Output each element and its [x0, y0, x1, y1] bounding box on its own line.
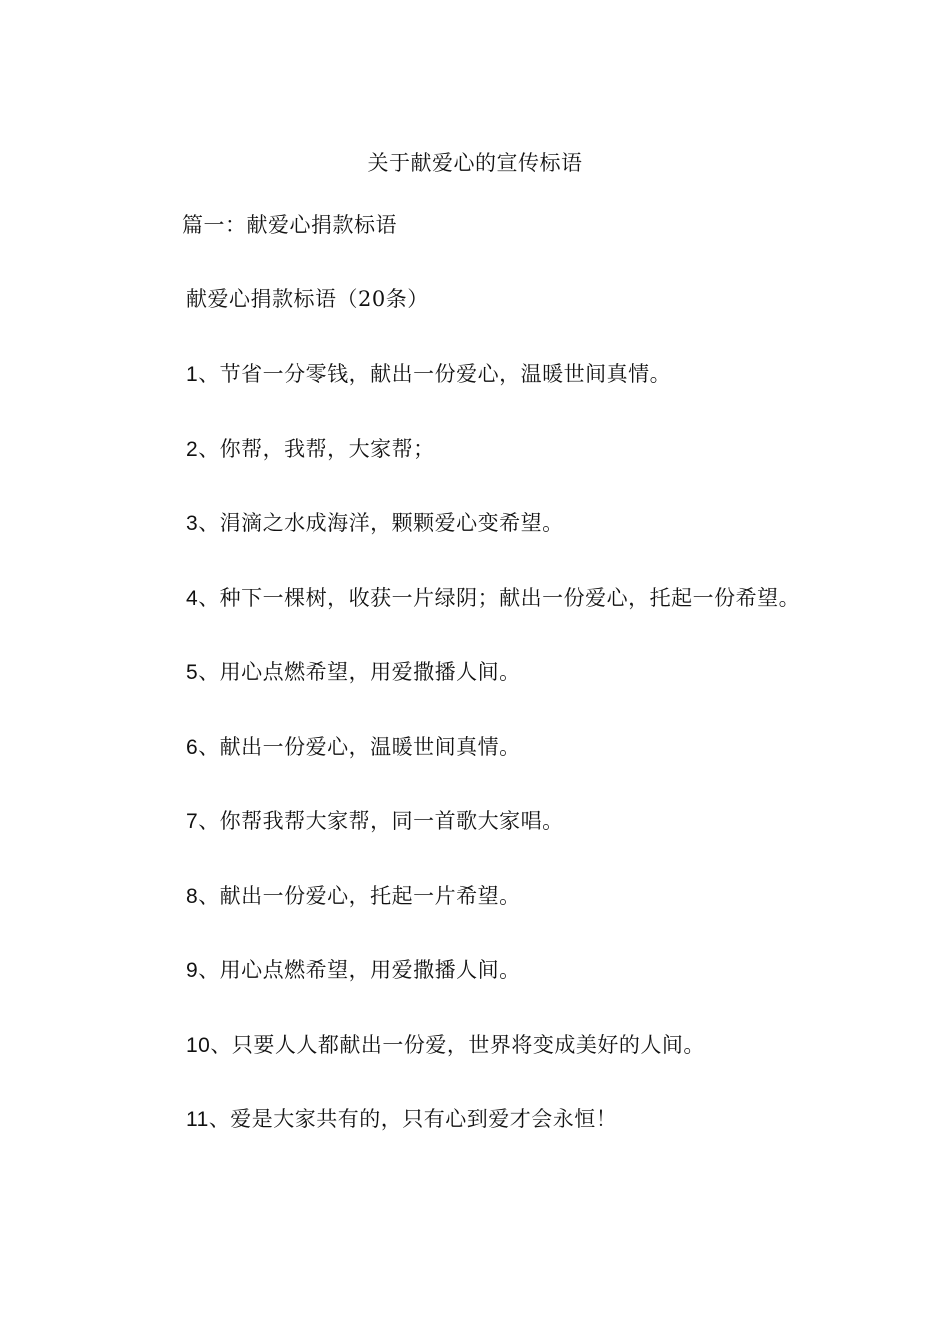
item-number: 7: [186, 810, 199, 833]
list-item: [186, 359, 906, 434]
list-item: [186, 955, 906, 1030]
item-number: 4: [186, 586, 199, 610]
item-number: 11: [186, 1108, 209, 1131]
list-item: [186, 881, 906, 956]
document-title: 关于献爱心的宣传标语: [367, 151, 583, 175]
item-text: 、涓滴之水成海洋，颗颗爱心变希望。: [198, 511, 564, 535]
list-item: [186, 1030, 906, 1105]
item-text: 、种下一棵树，收获一片绿阴；献出一份爱心，托起一份希望。: [198, 585, 801, 610]
item-text: 、只要人人都献出一份爱，世界将变成美好的人间。: [210, 1032, 705, 1057]
slogan-list: [186, 359, 906, 1179]
list-item: [186, 732, 906, 807]
item-text: 、你帮我帮大家帮，同一首歌大家唱。: [198, 809, 564, 833]
item-text: 、节省一分零钱，献出一份爱心，温暖世间真情。: [198, 362, 672, 386]
list-item: [186, 806, 906, 881]
item-text: 、用心点燃希望，用爱撒播人间。: [198, 660, 521, 684]
intro-line: 献爱心捐款标语（20条）: [186, 287, 429, 311]
list-item: [186, 1104, 906, 1179]
item-number: 3: [186, 512, 199, 535]
item-number: 8: [186, 884, 199, 908]
list-item: [186, 508, 906, 583]
item-number: 2: [186, 437, 199, 461]
item-number: 10: [186, 1033, 211, 1057]
list-item: [186, 434, 906, 509]
item-text: 、献出一份爱心，温暖世间真情。: [198, 734, 521, 759]
item-number: 5: [186, 661, 199, 684]
item-text: 、用心点燃希望，用爱撒播人间。: [198, 958, 521, 982]
item-text: 、献出一份爱心，托起一片希望。: [198, 883, 521, 908]
list-item: [186, 583, 906, 658]
section-heading: 篇一：献爱心捐款标语: [182, 213, 397, 237]
item-text: 、你帮，我帮，大家帮；: [198, 436, 435, 461]
item-number: 1: [186, 363, 199, 386]
item-text: 、爱是大家共有的，只有心到爱才会永恒！: [208, 1107, 618, 1131]
item-number: 9: [186, 959, 199, 982]
item-number: 6: [186, 735, 199, 759]
list-item: [186, 657, 906, 732]
